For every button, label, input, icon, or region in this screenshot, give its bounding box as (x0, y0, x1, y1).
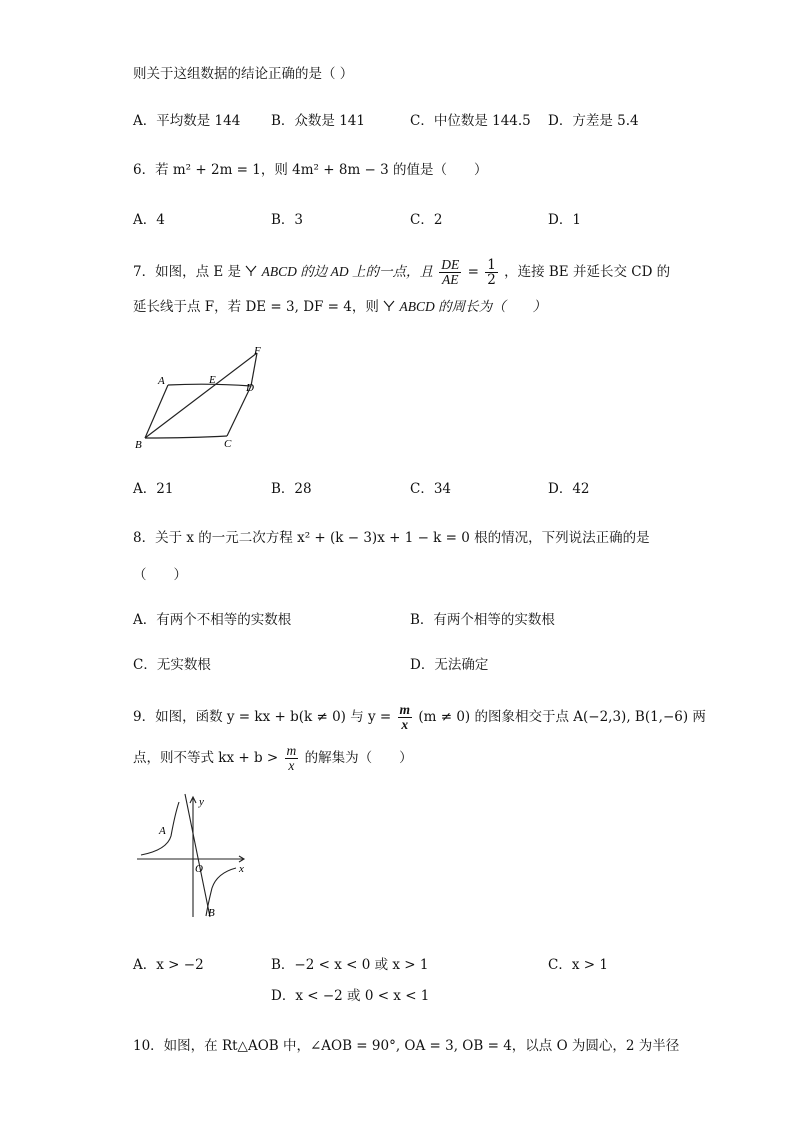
q5-option-c: C．中位数是 144.5 (410, 113, 531, 129)
side-ba (145, 385, 168, 438)
parallelogram-icon (245, 265, 257, 277)
q6-stem: 6．若 m² + 2m = 1，则 4m² + 8m − 3 的值是（ ） (133, 162, 488, 178)
q8-option-c: C．无实数根 (133, 657, 211, 673)
q7-parallelogram-figure (130, 340, 280, 455)
q9-line2-part1: 点，则不等式 kx + b > (133, 750, 279, 766)
q7-stem-line2 (133, 297, 546, 317)
q7-stem-line2b: ABCD 的周长为（ ） (399, 299, 547, 314)
q9-line2-frac-numerator: m (286, 743, 297, 758)
q5-option-b: B．众数是 141 (271, 113, 365, 129)
q5-stem: 则关于这组数据的结论正确的是（ ） (133, 66, 354, 82)
q9-line2-part2: 的解集为（ ） (304, 750, 413, 766)
q10-stem: 10．如图，在 Rt△AOB 中，∠AOB = 90°, OA = 3, OB = 4，以点 O 为圆心，2 为半径 (133, 1038, 680, 1054)
side-cb (145, 436, 227, 438)
q7-fraction-de-ae (439, 258, 461, 287)
q9-label-a: A (159, 825, 166, 837)
q7-label-f: F (254, 345, 261, 357)
q7-stem-part3: ，连接 BE 并延长交 CD 的 (504, 264, 671, 280)
q8-option-d: D．无法确定 (410, 657, 489, 673)
line-bf (145, 353, 257, 438)
q9-option-d: D．x < −2 或 0 < x < 1 (271, 988, 430, 1004)
q7-option-b: B．28 (271, 481, 312, 497)
q7-option-c: C．34 (410, 481, 452, 497)
q9-label-o: O (195, 863, 203, 875)
q9-label-x: x (239, 863, 244, 875)
q7-option-a: A．21 (133, 481, 174, 497)
line-graph (185, 794, 210, 917)
q6-option-b: B．3 (271, 212, 304, 228)
q9-label-b: B (208, 907, 215, 919)
q7-option-d: D．42 (548, 481, 590, 497)
q7-label-c: C (224, 438, 232, 450)
q7-frac1-denominator: AE (442, 272, 459, 287)
parallelogram-icon (383, 300, 395, 312)
q9-stem-line2 (133, 744, 413, 773)
q9-option-c: C．x > 1 (548, 957, 608, 973)
q7-frac1-numerator: DE (441, 257, 460, 272)
q9-stem-part1: 9．如图，函数 y = kx + b(k ≠ 0) 与 y = (133, 709, 392, 725)
q9-label-y: y (199, 796, 204, 808)
q9-option-a: A．x > −2 (133, 957, 204, 973)
q7-label-a: A (158, 375, 165, 387)
q7-frac2-denominator: 2 (487, 272, 496, 288)
q9-option-b: B．−2 < x < 0 或 x > 1 (271, 957, 429, 973)
q9-function-graph-figure (133, 792, 253, 922)
q9-line2-frac-denominator: x (288, 758, 295, 773)
q9-stem-part2: (m ≠ 0) 的图象相交于点 A(−2,3), B(1,−6) 两 (418, 709, 706, 725)
q7-stem-part2: ABCD 的边 AD 上的一点，且 (261, 264, 433, 279)
q7-fraction-half (485, 258, 498, 287)
q8-option-a: A．有两个不相等的实数根 (133, 612, 292, 628)
q9-stem-line1 (133, 703, 706, 732)
q7-equals: = (467, 264, 479, 280)
q9-line2-fraction (285, 744, 299, 773)
q7-label-d: D (246, 382, 254, 394)
q7-stem-line1 (133, 258, 670, 287)
q7-label-e: E (209, 374, 216, 386)
q8-option-b: B．有两个相等的实数根 (410, 612, 555, 628)
q6-option-c: C．2 (410, 212, 443, 228)
q5-option-a: A．平均数是 144 (133, 113, 241, 129)
q7-label-b: B (135, 439, 142, 451)
q7-stem-line2-text: 延长线于点 F，若 DE = 3, DF = 4，则 (133, 299, 379, 315)
q5-option-d: D．方差是 5.4 (548, 113, 639, 129)
q7-stem-part1: 7．如图，点 E 是 (133, 264, 242, 280)
q8-stem-line2: （ ） (133, 567, 187, 583)
q9-frac-numerator: m (399, 702, 411, 717)
q9-frac-denominator: x (401, 717, 409, 732)
q9-fraction-m-over-x (398, 703, 413, 732)
q8-stem: 8．关于 x 的一元二次方程 x² + (k − 3)x + 1 − k = 0 根的情况，下列说法正确的是 (133, 530, 650, 546)
q6-option-a: A．4 (133, 212, 165, 228)
q7-frac2-numerator: 1 (487, 257, 496, 273)
q6-option-d: D．1 (548, 212, 581, 228)
